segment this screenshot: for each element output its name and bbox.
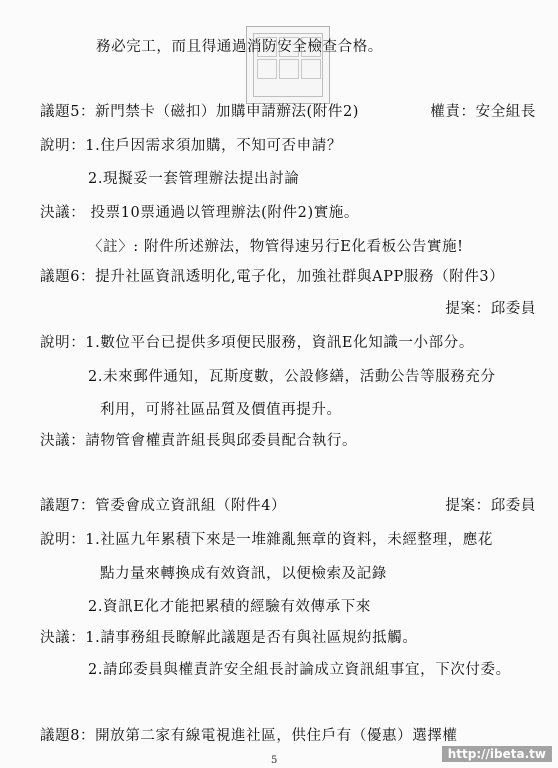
note-line: 〈註〉: 附件所述辦法，物管得速另行E化看板公告實施! [88,239,464,255]
agenda-item-7-proposer: 提案：邱委員 [445,498,536,514]
resolution-line: 決議： 投票10票通過以管理辦法(附件2)實施。 [40,205,359,221]
explanation-line: 說明：1.數位平台已提供多項便民服務，資訊E化知識一小部分。 [40,335,474,351]
agenda-item-8-title: 議題8：開放第二家有線電視進社區，供住戶有（優惠）選擇權 [40,728,458,744]
resolution-line: 決議：請物管會權責許組長與邱委員配合執行。 [40,433,358,449]
resolution-line: 2.請邱委員與權責許安全組長討論成立資訊組事宜，下次付委。 [88,662,511,678]
explanation-line: 說明：1.住戶因需求須加購，不知可否申請？ [40,138,342,154]
explanation-line: 利用，可將社區品質及價值再提升。 [100,402,342,418]
explanation-line: 2.未來郵件通知，瓦斯度數，公設修繕，活動公告等服務充分 [88,369,496,385]
agenda-item-6-proposer: 提案：邱委員 [445,301,536,317]
agenda-item-7-title: 議題7：管委會成立資訊組（附件4） [40,498,287,514]
explanation-line: 說明：1.社區九年累積下來是一堆雜亂無章的資料，未經整理，應花 [40,532,493,548]
text-line: 務必完工，而且得通過消防安全檢查合格。 [96,39,383,55]
explanation-line: 2.現擬妥一套管理辦法提出討論 [88,171,300,187]
explanation-line: 2.資訊E化才能把累積的經驗有效傳承下來 [88,599,371,615]
agenda-item-5-responsible: 權責：安全組長 [430,104,536,120]
resolution-line: 決議：1.請事務組長瞭解此議題是否有與社區規約抵觸。 [40,630,418,646]
page-number: 5 [271,755,278,766]
explanation-line: 點力量來轉換成有效資訊，以便檢索及記錄 [100,566,387,582]
watermark: http://ibeta.tw [442,746,552,762]
agenda-item-5-title: 議題5：新門禁卡（磁扣）加購申請辦法(附件2) [40,104,360,120]
agenda-item-6-title: 議題6：提升社區資訊透明化,電子化，加強社群與APP服務（附件3） [40,269,505,285]
